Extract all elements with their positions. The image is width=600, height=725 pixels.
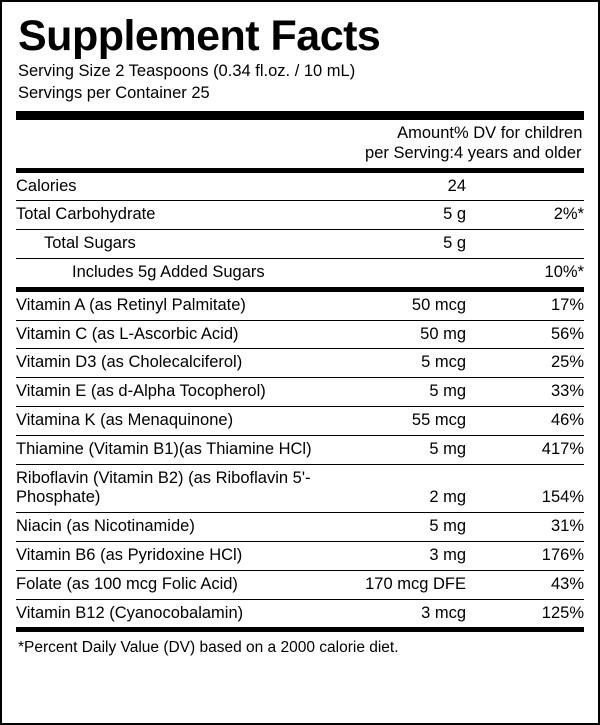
table-row — [16, 570, 584, 599]
nutrient-dv: 154% — [466, 464, 584, 513]
nutrient-dv: 33% — [466, 378, 584, 407]
header-amount-line1: Amount — [397, 124, 454, 143]
table-row — [16, 320, 584, 349]
nutrient-amount: 3 mcg — [316, 599, 466, 627]
nutrient-name: Vitamina K (as Menaquinone) — [16, 406, 316, 435]
nutrient-dv: 10%* — [466, 259, 584, 287]
table-row — [16, 435, 584, 464]
nutrition-header-table — [16, 120, 584, 168]
nutrient-dv: 417% — [466, 435, 584, 464]
table-row — [16, 259, 584, 287]
nutrients-table-vitamins — [16, 292, 584, 628]
table-row — [16, 406, 584, 435]
nutrient-amount: 55 mcg — [316, 406, 466, 435]
table-row — [16, 292, 584, 320]
nutrient-amount: 50 mg — [316, 320, 466, 349]
table-row — [16, 349, 584, 378]
nutrient-dv: 176% — [466, 541, 584, 570]
divider-thick-top — [16, 111, 584, 120]
column-header-row — [16, 120, 584, 168]
nutrient-name: Niacin (as Nicotinamide) — [16, 513, 316, 542]
table-row — [16, 599, 584, 627]
nutrient-name: Total Carbohydrate — [16, 201, 316, 230]
nutrient-amount: 24 — [447, 176, 466, 195]
nutrient-name: Total Sugars — [16, 230, 316, 259]
nutrient-name: Vitamin B12 (Cyanocobalamin) — [16, 599, 316, 627]
nutrient-dv — [466, 173, 584, 201]
nutrient-dv: 56% — [466, 320, 584, 349]
nutrient-name: Vitamin A (as Retinyl Palmitate) — [16, 295, 246, 314]
nutrient-name: Calories — [16, 176, 77, 195]
nutrient-dv: 125% — [466, 599, 584, 627]
nutrient-amount: 2 mg — [316, 464, 466, 513]
table-row — [16, 378, 584, 407]
table-row — [16, 464, 584, 513]
nutrient-name: Vitamin C (as L-Ascorbic Acid) — [16, 320, 316, 349]
nutrients-primary-body — [16, 173, 584, 287]
nutrient-name: Includes 5g Added Sugars — [16, 259, 316, 287]
serving-size-text: Serving Size 2 Teaspoons (0.34 fl.oz. / 10 mL) — [18, 62, 356, 81]
nutrient-amount: 50 mcg — [411, 295, 466, 314]
nutrients-vitamins-body — [16, 292, 584, 628]
nutrient-amount: 3 mg — [316, 541, 466, 570]
nutrient-dv: 46% — [466, 406, 584, 435]
nutrient-name: Thiamine (Vitamin B1)(as Thiamine HCl) — [16, 435, 316, 464]
nutrient-amount: 170 mcg DFE — [316, 570, 466, 599]
nutrient-dv: 17% — [550, 295, 584, 314]
nutrient-amount — [316, 259, 466, 287]
nutrient-dv: 25% — [466, 349, 584, 378]
header-daily-value — [454, 120, 584, 168]
page-title: Supplement Facts — [18, 12, 381, 60]
table-row — [16, 230, 584, 259]
nutrient-amount: 5 mg — [316, 435, 466, 464]
nutrient-name: Vitamin E (as d-Alpha Tocopherol) — [16, 378, 316, 407]
nutrient-amount: 5 g — [316, 201, 466, 230]
header-amount — [16, 120, 454, 168]
divider-medium-3 — [16, 627, 584, 632]
header-amount-line2: per Serving: — [365, 143, 454, 162]
nutrient-amount: 5 mg — [316, 513, 466, 542]
nutrient-amount: 5 mg — [316, 378, 466, 407]
nutrient-amount: 5 mcg — [316, 349, 466, 378]
nutrient-dv: 43% — [466, 570, 584, 599]
nutrient-name: Folate (as 100 mcg Folic Acid) — [16, 570, 316, 599]
nutrients-table-primary — [16, 173, 584, 287]
servings-per-container-text: Servings per Container 25 — [18, 84, 210, 103]
table-row — [16, 201, 584, 230]
nutrient-name: Riboflavin (Vitamin B2) (as Riboflavin 5'- Phosphate) — [16, 464, 316, 513]
table-row — [16, 541, 584, 570]
nutrient-name: Vitamin B6 (as Pyridoxine HCl) — [16, 541, 316, 570]
footnote-text: *Percent Daily Value (DV) based on a 2000 calorie diet. — [18, 639, 399, 657]
header-dv-line2: 4 years and older — [454, 143, 582, 162]
nutrient-dv: 2%* — [466, 201, 584, 230]
table-row — [16, 513, 584, 542]
nutrient-amount: 5 g — [316, 230, 466, 259]
nutrient-dv — [466, 230, 584, 259]
nutrient-name: Vitamin D3 (as Cholecalciferol) — [16, 349, 316, 378]
header-dv-line1: % DV for children — [454, 124, 583, 143]
nutrient-dv: 31% — [466, 513, 584, 542]
table-row — [16, 173, 584, 201]
